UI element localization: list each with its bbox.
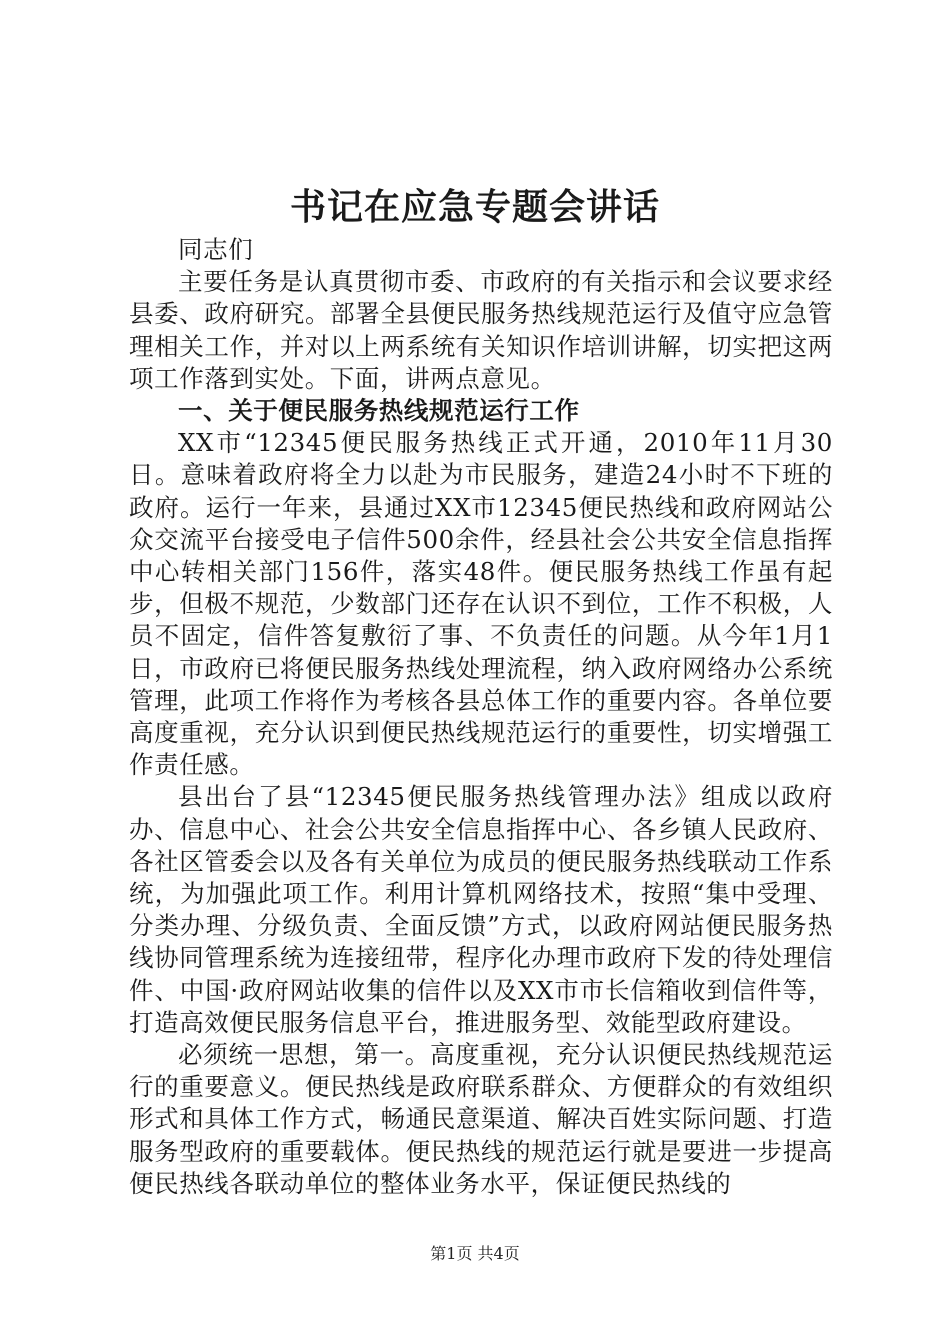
greeting: 同志们	[178, 235, 254, 264]
document-body	[129, 234, 833, 1200]
paragraph-hotline-status: XX市“12345便民服务热线正式开通，2010年11月30日。意味着政府将全力以赴为市民服务，建造24小时不下班的政府。运行一年来，县通过XX市12345便民热线和政府网站公众交流平台接受电子信件500余件，经县社会公共安全信息指挥中心转相关部门156件，落实48件。便民服务热线工作虽有起步，但极不规范，少数部门还存在认识不到位，工作不积极，人员不固定，信件答复敷衍了事、不负责任的问题。从今年1月1日，市政府已将便民服务热线处理流程，纳入政府网络办公系统管理，此项工作将作为考核各县总体工作的重要内容。各单位要高度重视，充分认识到便民热线规范运行的重要性，切实增强工作责任感。	[129, 428, 833, 780]
paragraph-intro: 主要任务是认真贯彻市委、市政府的有关指示和会议要求经县委、政府研究。部署全县便民服务热线规范运行及值守应急管理相关工作，并对以上两系统有关知识作培训讲解，切实把这两项工作落到实处。下面，讲两点意见。	[129, 267, 833, 393]
paragraph-hotline-measures: 县出台了县“12345便民服务热线管理办法》组成以政府办、信息中心、社会公共安全信息指挥中心、各乡镇人民政府、各社区管委会以及各有关单位为成员的便民服务热线联动工作系统，为加强此项工作。利用计算机网络技术，按照“集中受理、分类办理、分级负责、全面反馈”方式，以政府网站便民服务热线协同管理系统为连接纽带，程序化办理市政府下发的待处理信件、中国·政府网站收集的信件以及XX市市长信箱收到信件等，打造高效便民服务信息平台，推进服务型、效能型政府建设。	[129, 782, 833, 1037]
page-footer: 第1页 共4页	[430, 1244, 520, 1263]
paragraph-unify-thinking: 必须统一思想，第一。高度重视，充分认识便民热线规范运行的重要意义。便民热线是政府联系群众、方便群众的有效组织形式和具体工作方式，畅通民意渠道、解决百姓实际问题、打造服务型政府的重要载体。便民热线的规范运行就是要进一步提高便民热线各联动单位的整体业务水平，保证便民热线的	[129, 1040, 833, 1198]
section-heading: 一、关于便民服务热线规范运行工作	[178, 396, 580, 426]
document-title: 书记在应急专题会讲话	[289, 187, 660, 228]
